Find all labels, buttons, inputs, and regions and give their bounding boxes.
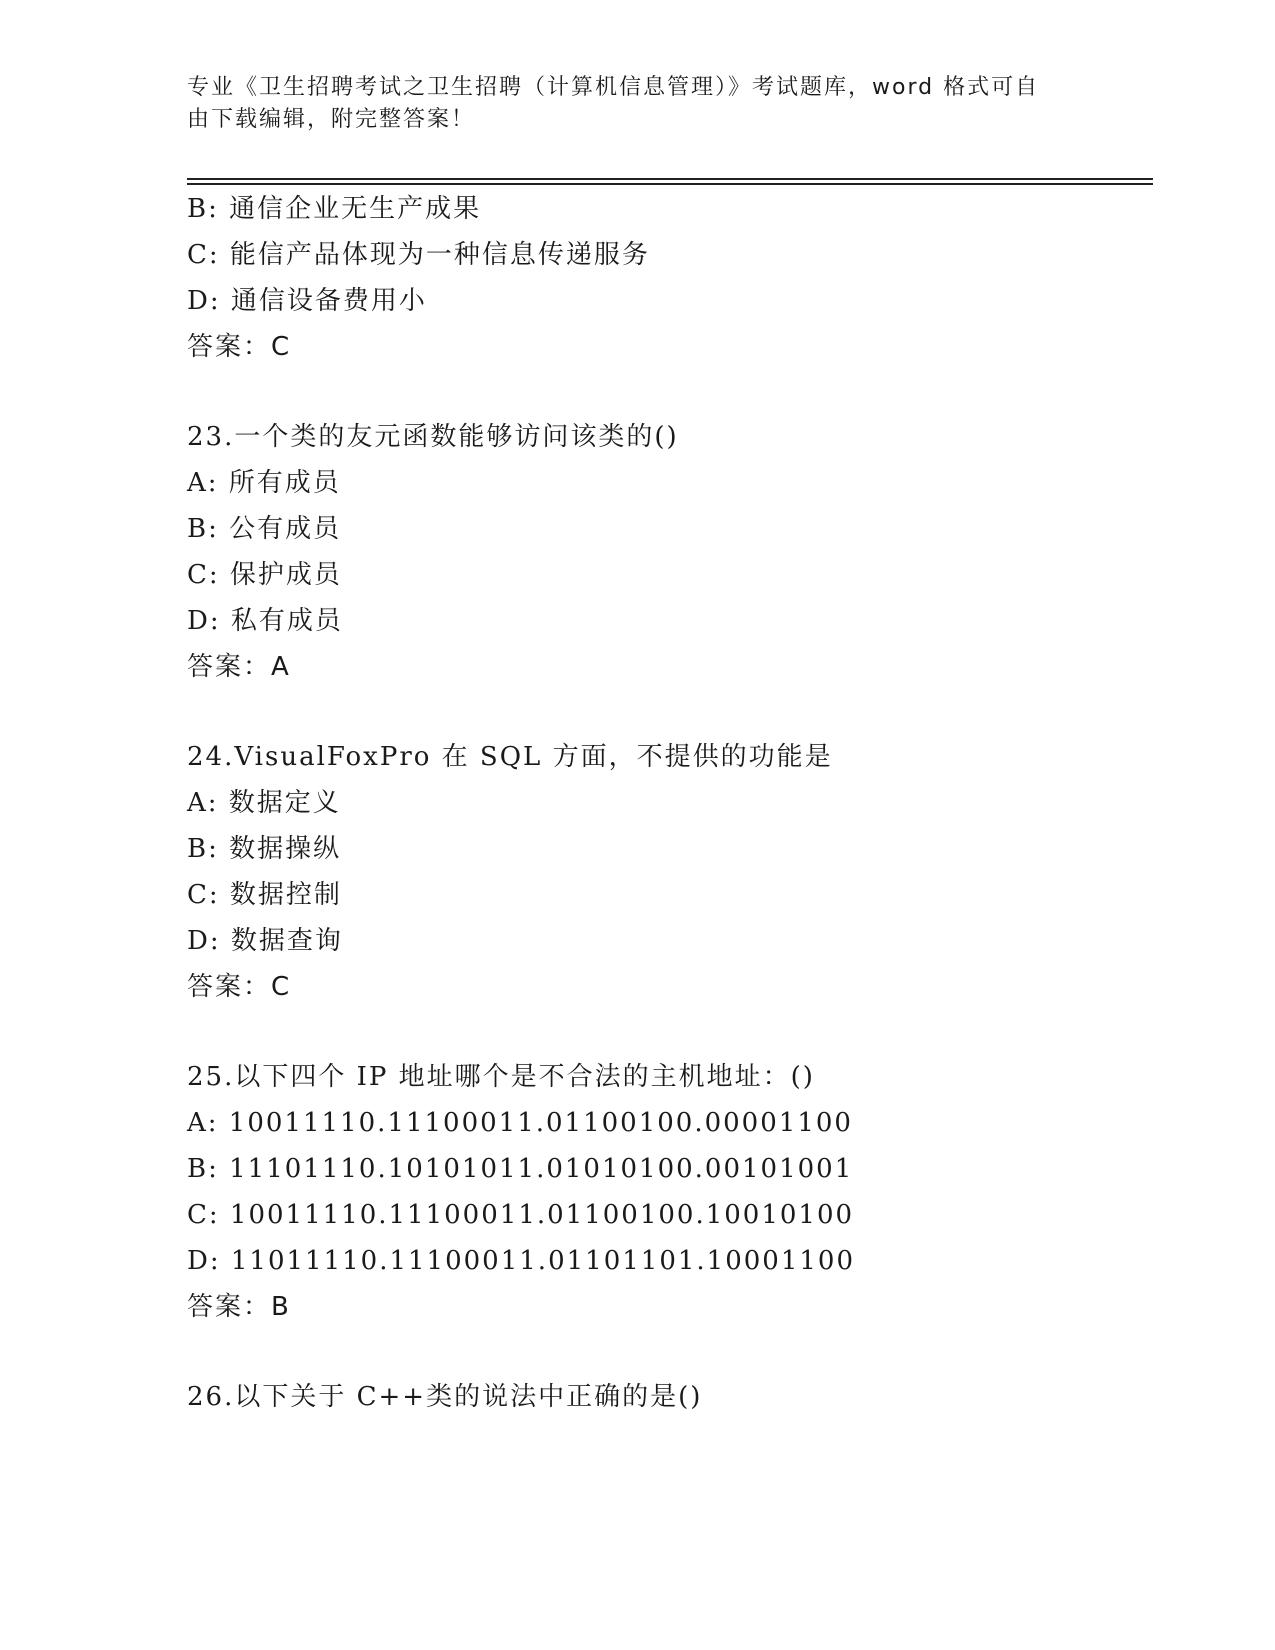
option-b: B: 数据操纵 (187, 834, 342, 864)
question-gap (187, 1330, 1187, 1374)
question-list (187, 186, 1187, 1420)
question-26 (187, 1374, 1187, 1420)
option-a: A: 数据定义 (187, 788, 341, 818)
option-b: B: 通信企业无生产成果 (187, 194, 482, 224)
question-23 (187, 414, 1187, 690)
option-d: D: 通信设备费用小 (187, 286, 427, 316)
option-c: C: 保护成员 (187, 560, 342, 590)
question-gap (187, 370, 1187, 414)
question-22-continued (187, 186, 1187, 370)
option-c: C: 10011110.11100011.01100100.10010100 (187, 1200, 855, 1230)
option-a: A: 10011110.11100011.01100100.00001100 (187, 1108, 853, 1138)
header-rule-bottom (187, 183, 1153, 185)
option-d: D: 私有成员 (187, 606, 343, 636)
question-25 (187, 1054, 1187, 1330)
question-stem: 23.一个类的友元函数能够访问该类的() (187, 422, 679, 452)
option-b: B: 11101110.10101011.01010100.00101001 (187, 1154, 854, 1184)
header-line-1: 专业《卫生招聘考试之卫生招聘（计算机信息管理）》考试题库，word 格式可自 (187, 75, 1040, 100)
option-a: A: 所有成员 (187, 468, 341, 498)
header-line-2: 由下载编辑，附完整答案！ (187, 107, 476, 132)
option-b: B: 公有成员 (187, 514, 342, 544)
question-stem: 25.以下四个 IP 地址哪个是不合法的主机地址：() (187, 1062, 815, 1092)
question-stem: 24.VisualFoxPro 在 SQL 方面，不提供的功能是 (187, 742, 833, 772)
question-stem: 26.以下关于 C++类的说法中正确的是() (187, 1382, 703, 1412)
question-gap (187, 690, 1187, 734)
option-d: D: 11011110.11100011.01101101.10001100 (187, 1246, 856, 1276)
answer-text: 答案：A (187, 652, 291, 682)
answer-text: 答案：C (187, 332, 292, 362)
option-c: C: 数据控制 (187, 880, 342, 910)
answer-text: 答案：C (187, 972, 292, 1002)
question-24 (187, 734, 1187, 1010)
page-header (187, 72, 1067, 136)
header-rule-top (187, 178, 1153, 180)
option-c: C: 能信产品体现为一种信息传递服务 (187, 240, 650, 270)
option-d: D: 数据查询 (187, 926, 343, 956)
answer-text: 答案：B (187, 1292, 291, 1322)
question-gap (187, 1010, 1187, 1054)
